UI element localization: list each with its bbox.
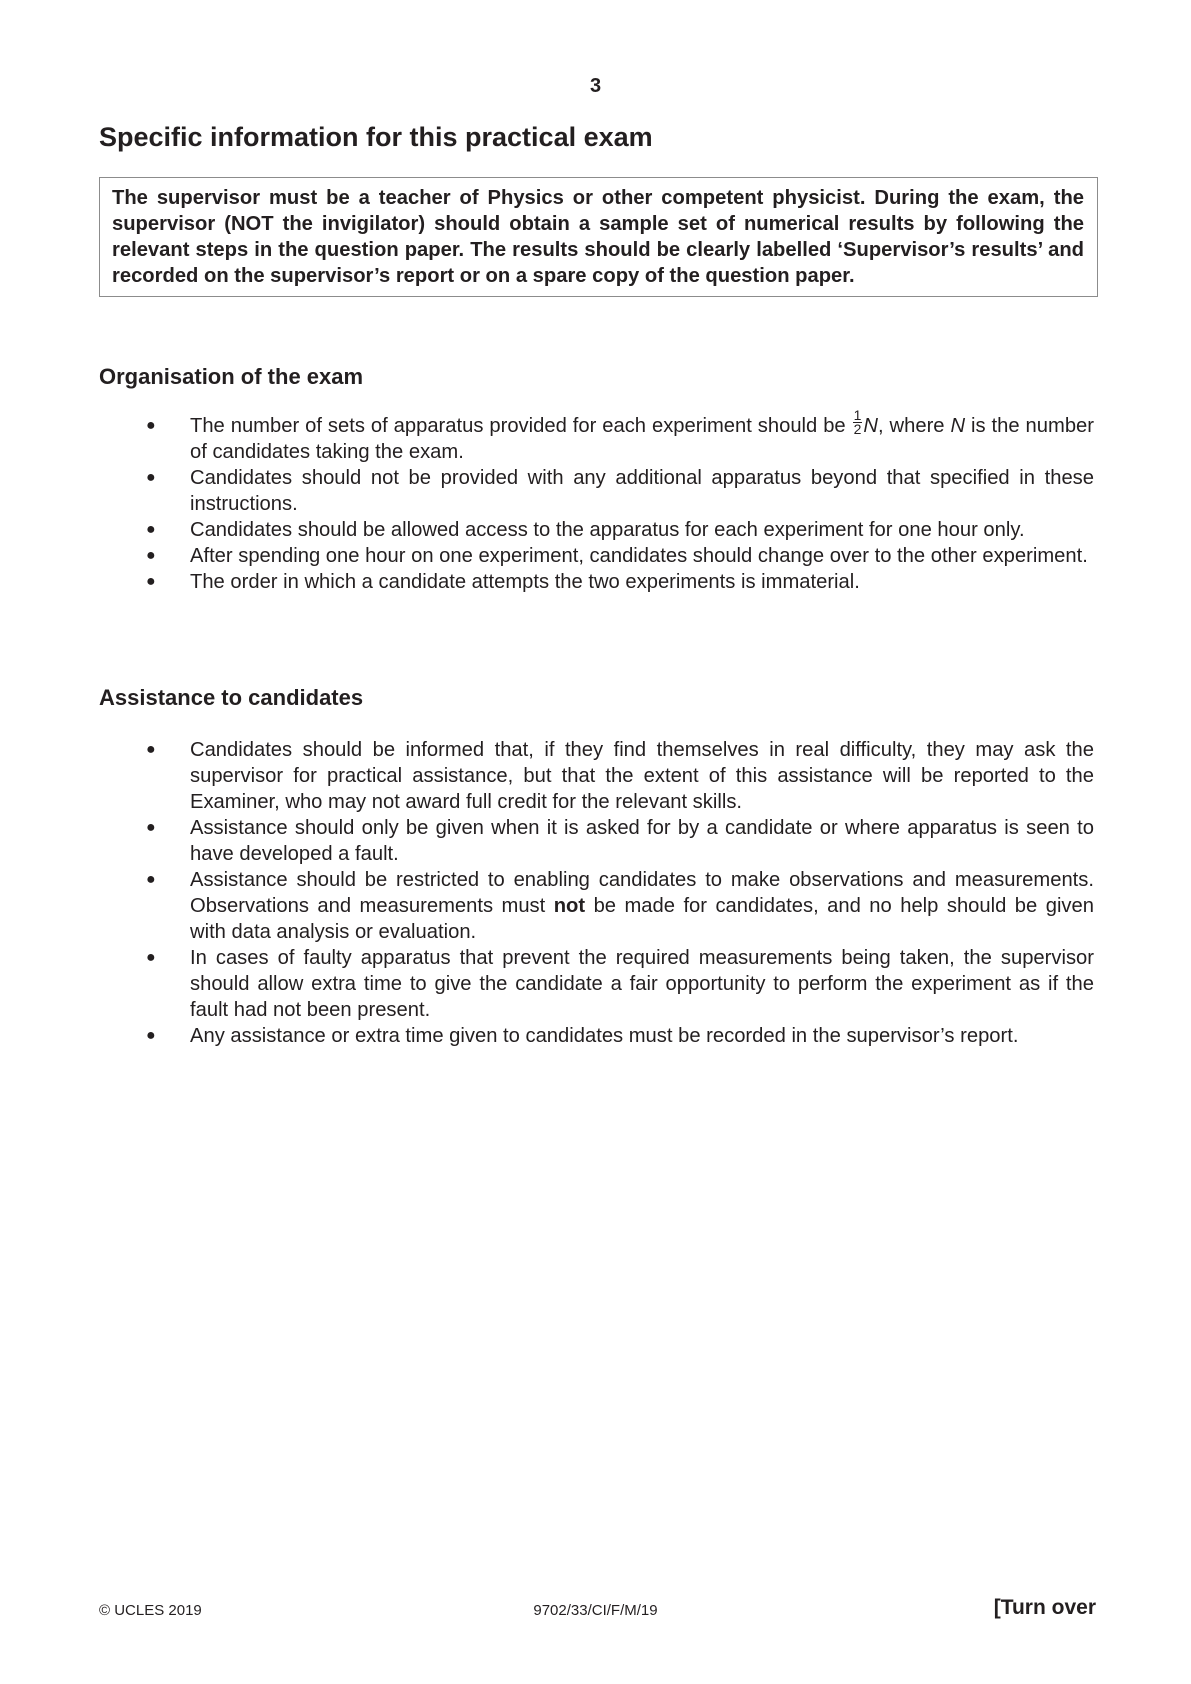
item-text: is the number of candidates taking the exam. [190, 415, 1094, 463]
variable-n: N [863, 415, 878, 437]
paper-code: 9702/33/CI/F/M/19 [533, 1602, 658, 1619]
list-item: ● Candidates should be allowed access to the apparatus for each experiment for one hour only. [99, 517, 1094, 543]
turn-over-label: [Turn over [993, 1596, 1096, 1619]
list-item [99, 407, 1094, 465]
list-item: ● Candidates should not be provided with any additional apparatus beyond that specified in these instructions. [99, 465, 1094, 517]
organisation-list [99, 407, 1094, 595]
list-item: ● Assistance should only be given when it is asked for by a candidate or where apparatus is seen to have developed a fault. [99, 815, 1094, 867]
page-number: 3 [589, 75, 602, 97]
fraction-numerator: 1 [853, 407, 862, 424]
assistance-heading: Assistance to candidates [99, 685, 364, 710]
item-text: Assistance should be restricted to enabling candidates to make observations and measurements. Observations and measurements must [190, 869, 1094, 917]
list-item: ● Candidates should be informed that, if they find themselves in real difficulty, they may ask the supervisor for practical assistance, but that the extent of this assistance will be reported to the Examiner, who may not award full credit for the relevant skills. [99, 737, 1094, 815]
list-item: ● Any assistance or extra time given to candidates must be recorded in the supervisor’s report. [99, 1023, 1094, 1049]
variable-n: N [950, 415, 966, 437]
page-title: Specific information for this practical exam [99, 122, 653, 152]
list-item: ● The order in which a candidate attempts the two experiments is immaterial. [99, 569, 1094, 595]
fraction-denominator: 2 [853, 421, 862, 438]
copyright-notice: © UCLES 2019 [99, 1602, 202, 1619]
item-text: be made for candidates, and no help should be given with data analysis or evaluation. [190, 895, 1094, 943]
organisation-heading: Organisation of the exam [99, 364, 364, 389]
emphasis-not: not [553, 895, 586, 917]
one-half-fraction [853, 409, 863, 436]
list-item [99, 867, 1094, 945]
assistance-list [99, 737, 1094, 1049]
list-item: ● After spending one hour on one experiment, candidates should change over to the other experiment. [99, 543, 1094, 569]
item-text: , where [878, 415, 951, 437]
list-item: ● In cases of faulty apparatus that prevent the required measurements being taken, the supervisor should allow extra time to give the candidate a fair opportunity to perform the experiment as if the fault had not been present. [99, 945, 1094, 1023]
item-text: The number of sets of apparatus provided for each experiment should be [190, 415, 852, 437]
supervisor-notice-box: The supervisor must be a teacher of Physics or other competent physicist. During the exam, the supervisor (NOT the invigilator) should obtain a sample set of numerical results by following the relevant steps in the question paper. The results should be clearly labelled ‘Supervisor’s results’ and recorded on the supervisor’s report or on a spare copy of the question paper. [99, 177, 1098, 297]
